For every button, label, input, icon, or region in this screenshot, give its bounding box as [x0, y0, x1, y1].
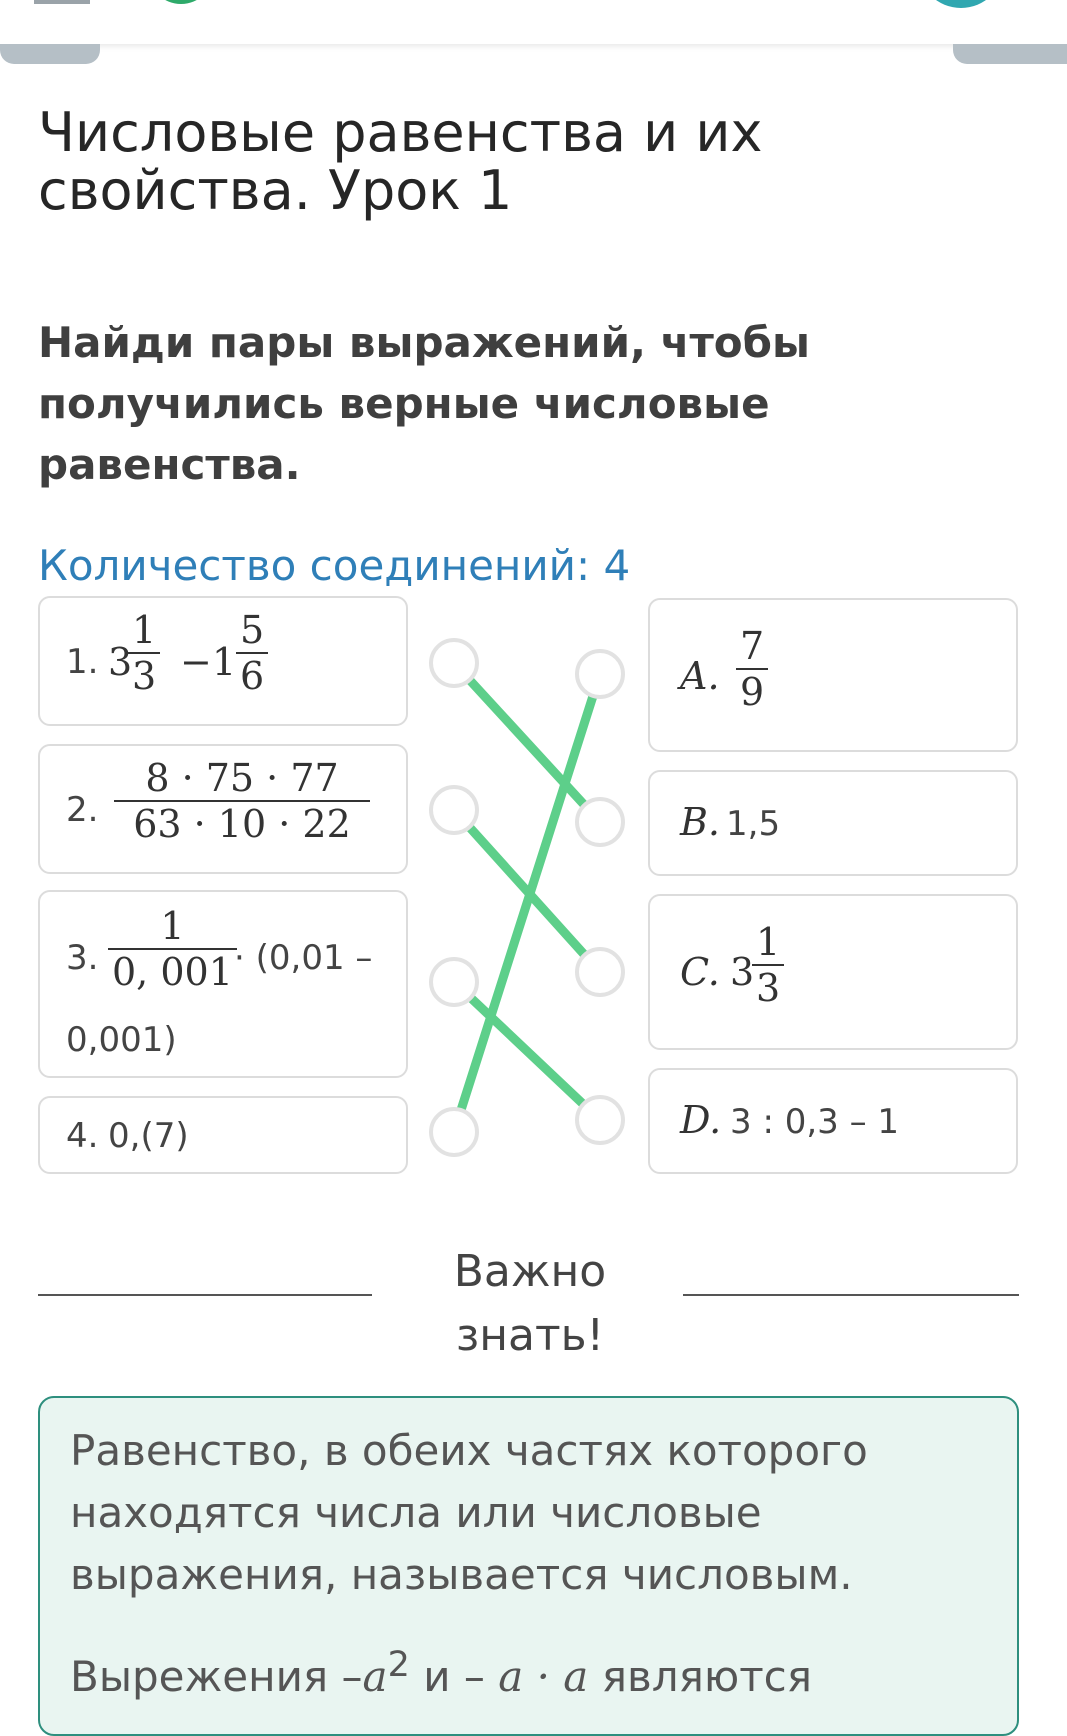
- minus-sign: −: [180, 640, 212, 684]
- divider-left: [38, 1294, 372, 1296]
- item-letter: A.: [680, 654, 720, 698]
- fraction: 1 0, 001: [108, 904, 237, 994]
- fraction: 1 3: [128, 608, 160, 698]
- fraction: 8 · 75 · 77 63 · 10 · 22: [114, 756, 370, 846]
- item-letter: B.: [680, 800, 721, 844]
- item-number: 3.: [66, 938, 99, 978]
- left-node-2[interactable]: [429, 785, 479, 835]
- mixed-whole: 1: [212, 640, 237, 684]
- fraction: 1 3: [752, 920, 784, 1010]
- right-node-a[interactable]: [575, 649, 625, 699]
- item-number: 4.: [66, 1116, 99, 1156]
- item-expression: 0,(7): [108, 1116, 189, 1156]
- left-node-1[interactable]: [429, 638, 479, 688]
- item-number: 1.: [66, 642, 99, 682]
- item-number: 2.: [66, 790, 99, 830]
- divider-right: [683, 1294, 1019, 1296]
- info-definition: Равенство, в обеих частях которого находятся числа или числовые выражения, называется числовым.: [70, 1426, 868, 1599]
- item-expression: 1,5: [726, 804, 781, 844]
- expression-tail: 0,001): [66, 1020, 177, 1060]
- fraction: 7 9: [736, 624, 768, 714]
- fraction: 5 6: [236, 608, 268, 698]
- right-node-d[interactable]: [575, 1095, 625, 1145]
- info-box: [38, 1396, 1019, 1736]
- connections-count: Количество соединений: 4: [38, 541, 631, 590]
- item-letter: D.: [680, 1098, 722, 1142]
- expression-tail: · (0,01 –: [234, 938, 373, 978]
- info-example: Вырежения $-a^2$ и – a · a являются: [70, 1645, 813, 1701]
- item-letter: C.: [680, 950, 720, 994]
- mixed-whole: 3: [108, 640, 133, 684]
- mixed-whole: 3: [730, 950, 755, 994]
- lesson-title: Числовые равенства и их свойства. Урок 1: [38, 101, 763, 222]
- item-expression: 3 : 0,3 – 1: [730, 1102, 900, 1142]
- right-node-c[interactable]: [575, 947, 625, 997]
- left-node-3[interactable]: [429, 957, 479, 1007]
- right-node-b[interactable]: [575, 797, 625, 847]
- important-heading: Важно знать!: [453, 1246, 607, 1361]
- task-instruction: Найди пары выражений, чтобы получились верные числовые равенства.: [38, 318, 810, 489]
- left-node-4[interactable]: [429, 1107, 479, 1157]
